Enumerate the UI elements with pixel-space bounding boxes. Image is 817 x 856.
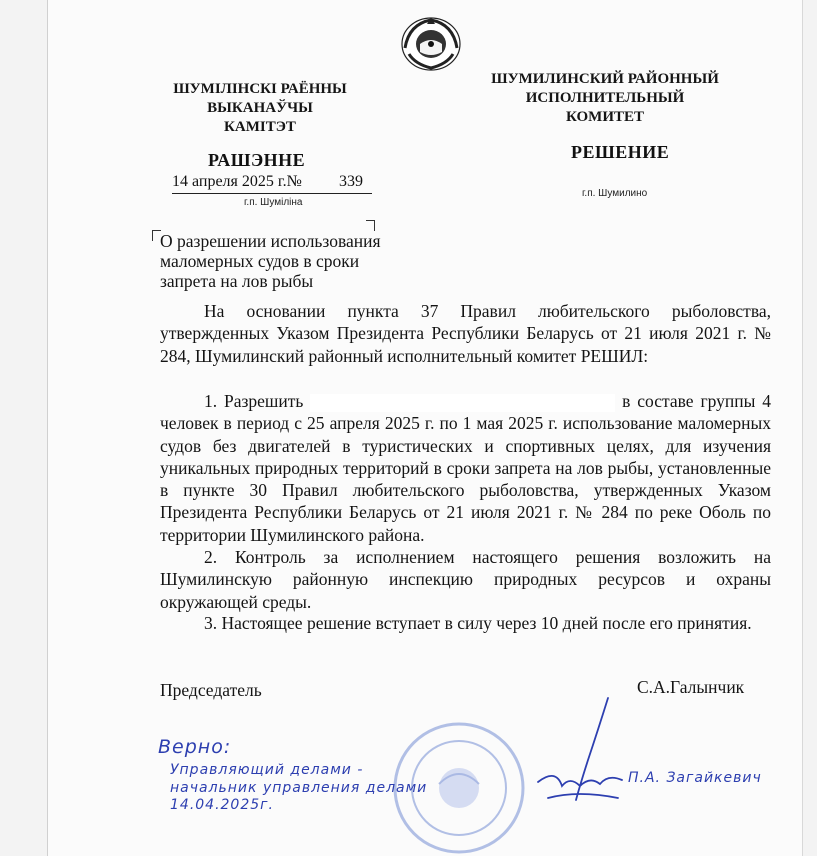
date-number-line [172, 173, 372, 194]
date-text: 14 апреля 2025 г. [172, 173, 287, 190]
item-1-text: в составе группы 4 человек в период с 25 апреля 2025 г. по 1 мая 2025 г. использование маломерных судов без двигателей в туристических и спортивных целях, для изучения уникальных природных территорий в сроки запрета на лов рыбы, установленные в пункте 30 Правил любительского рыболовства, утвержденных Указом Президента Республики Беларусь от 21 июля 2021 г. № 284 по реке Оболь по территории Шумилинского района. [160, 391, 771, 545]
right-place: г.п. Шумилино [582, 188, 648, 199]
certification-date: 14.04.2025г. [170, 797, 274, 813]
subject-line-2: маломерных судов в сроки [160, 251, 360, 271]
certification-verno: Верно: [158, 736, 232, 758]
right-org-name [480, 70, 730, 127]
left-place: г.п. Шуміліна [244, 197, 303, 208]
document-number: 339 [339, 173, 363, 190]
signatory-name: С.А.Галынчик [637, 677, 745, 697]
left-document-kind: РАШЭННЕ [208, 150, 306, 170]
left-org-line-2: ВЫКАНАЎЧЫ [207, 100, 313, 116]
certification-signer: П.А. Загайкевич [628, 770, 762, 786]
subject-line-3: запрета на лов рыбы [160, 271, 314, 291]
right-org-line-2: ИСПОЛНИТЕЛЬНЫЙ [525, 90, 685, 106]
handwritten-signature [518, 690, 628, 820]
intro-paragraph: На основании пункта 37 Правил любительского рыболовства, утвержденных Указом Президента Республики Беларусь от 21 июля 2021 г. № 284, Шумилинский районный исполнительный комитет РЕШИЛ: [160, 301, 771, 366]
subject-line-1: О разрешении использования [160, 231, 381, 251]
document-subject [160, 231, 420, 291]
left-org-line-1: ШУМІЛІНСКІ РАЁННЫ [173, 81, 347, 97]
state-emblem-icon [399, 14, 463, 72]
right-org-line-1: ШУМИЛИНСКИЙ РАЙОННЫЙ [491, 71, 719, 87]
certification-position-1: Управляющий делами - [170, 762, 364, 778]
number-sign: № [286, 173, 302, 190]
item-1-paragraph [160, 390, 771, 546]
item-2-paragraph: 2. Контроль за исполнением настоящего решения возложить на Шумилинскую районную инспекцию природных ресурсов и охраны окружающей среды. [160, 547, 771, 612]
right-org-line-3: КОМИТЕТ [565, 109, 644, 125]
document-page [48, 0, 802, 856]
certification-position-2: начальник управления делами [170, 780, 428, 796]
left-org-line-3: КАМІТЭТ [224, 119, 296, 135]
right-document-kind: РЕШЕНИЕ [571, 142, 670, 162]
item-1-prefix: 1. Разрешить [204, 391, 304, 411]
subject-corner-right [366, 220, 375, 231]
signatory-title: Председатель [160, 680, 262, 700]
left-org-name [153, 80, 367, 137]
redacted-recipient [310, 394, 615, 412]
item-3-paragraph: 3. Настоящее решение вступает в силу через 10 дней после его принятия. [204, 613, 752, 633]
